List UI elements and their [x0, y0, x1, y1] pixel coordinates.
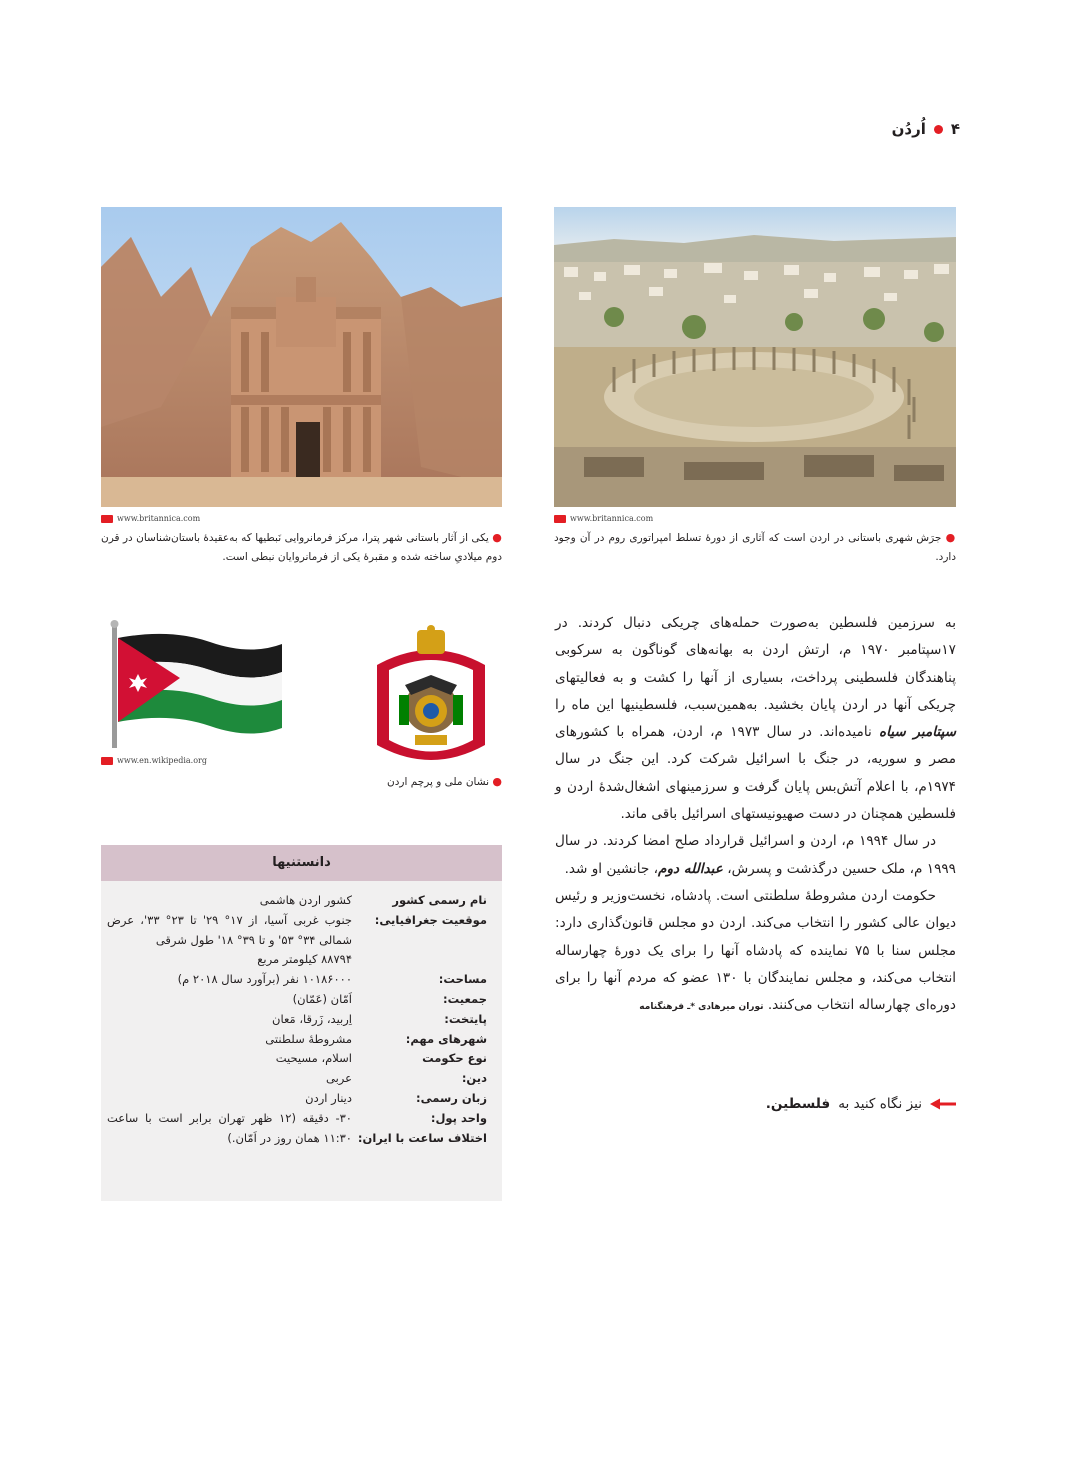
- coat-of-arms-image: [367, 625, 495, 773]
- see-also: نیز نگاه کنید به فلسطین.: [766, 1096, 956, 1112]
- petra-photo: [101, 207, 502, 507]
- fact-value: اِربید، زَرقا، مَعان: [272, 1011, 352, 1026]
- fact-value: ۸۸۷۹۴ کیلومتر مربع: [257, 952, 352, 967]
- facts-title: دانستنیها: [101, 845, 502, 881]
- facts-labels: [357, 891, 487, 1148]
- jerash-photo: [554, 207, 956, 507]
- page-number: ۴: [950, 120, 960, 138]
- fact-label: نام رسمی کشور: [392, 893, 487, 907]
- jerash-caption: ● جرَش شهری باستانی در اردن است که آثاری از دورهٔ تسلط امپراتوری روم در آن وجود دارد.: [554, 531, 956, 563]
- fact-value: عربی: [326, 1071, 352, 1086]
- bullet-icon: ●: [492, 775, 502, 788]
- fact-label: نوع حکومت: [422, 1051, 487, 1066]
- emphasis: سپتامبر سیاه: [878, 724, 957, 741]
- article-body: [555, 610, 956, 1021]
- flag-credit: www.en.wikipedia.org: [101, 756, 207, 765]
- fact-label: مساحت:: [438, 972, 487, 987]
- flag-caption: ● نشان ملی و پرچم اردن: [387, 775, 502, 788]
- fact-value: ۱۰۱۸۶۰۰۰ نفر (برآورد سال ۲۰۱۸ م): [177, 972, 352, 987]
- fact-label: پایتخت:: [444, 1011, 487, 1026]
- paragraph: حکومت اردن مشروطهٔ سلطنتی است. پادشاه، نخست‌وزیر و رئیس دیوان عالی کشور را انتخاب می‌کند. اردن دو مجلس قانون‌گذاری دارد: مجلس سنا با ۷۵ نماینده که پادشاه آنها را برای یک دورهٔ چهارساله انتخاب می‌کند، و مجلس نمایندگان با ۱۳۰ عضو که مردم آنها را برای دوره‌ای چهارساله انتخاب می‌کنند. توران میرهادی *ـ فرهنگنامه: [555, 887, 957, 1014]
- fact-value: کشور اردن هاشمی: [259, 893, 352, 907]
- fact-label: واحد پول:: [430, 1110, 487, 1125]
- camera-icon: [101, 757, 113, 765]
- fact-value: اسلام، مسیحیت: [275, 1051, 352, 1066]
- jordan-flag-image: [110, 620, 285, 750]
- fact-value: اَمّان (عَمّان): [292, 991, 352, 1006]
- fact-label: موقعیت جغرافیایی:: [374, 912, 487, 927]
- page-title: اُردُن: [891, 120, 926, 138]
- see-also-link[interactable]: فلسطین.: [765, 1096, 831, 1112]
- petra-credit: www.britannica.com: [101, 514, 200, 523]
- petra-caption: ● یکی از آثار باستانی شهر پترا، مرکز فرمانروایی نَبطیها که به‌عقیدهٔ باستان‌شناسان در قرن دوم میلادیِ ساخته شده و مقبرهٔ یکی از فرمانروایان نبطی است.: [101, 531, 502, 563]
- bullet-icon: [934, 125, 943, 134]
- page-header: [892, 120, 960, 138]
- paragraph: به سرزمین فلسطین به‌صورت حمله‌های چریکی دنبال کردند. در ۱۷سپتامبر ۱۹۷۰ م، ارتش اردن به بهانه‌های گوناگون به سرکوبی پناهندگان فلسطینی پرداخت، بسیاری از آنها را کشت و به فعالیتهای چریکی آنها در اردن پایان بخشید. به‌همین‌سبب، فلسطینیها این ماه را سپتامبر سیاه نامیده‌اند. در سال ۱۹۷۳ م، اردن، همراه با کشورهای مصر و سوریه، در جنگ با اسرائیل شرکت کرد. این جنگ در سال ۱۹۷۴م، با اعلام آتش‌بس پایان گرفت و سرزمینهای اشغال‌شدهٔ اردن و فلسطین همچنان در دست صهیونیستهای اسرائیل باقی ماند.: [555, 615, 957, 823]
- fact-value: دینار اردن: [305, 1090, 352, 1105]
- fact-label: جمعیت:: [443, 991, 487, 1006]
- facts-box: [101, 845, 502, 1201]
- arrow-left-icon: [930, 1098, 956, 1110]
- fact-value: مشروطهٔ سلطنتی: [265, 1031, 352, 1046]
- camera-icon: [554, 515, 566, 523]
- bullet-icon: ●: [945, 531, 956, 544]
- paragraph: در سال ۱۹۹۴ م، اردن و اسرائیل قرارداد صلح امضا کردند. در سال ۱۹۹۹ م، ملک حسین درگذشت و پسرش، عبدالله دوم، جانشین او شد.: [555, 833, 956, 877]
- jerash-credit: www.britannica.com: [554, 514, 653, 523]
- camera-icon: [101, 515, 113, 523]
- bullet-icon: ●: [492, 531, 502, 544]
- emphasis: عبدالله دوم: [658, 860, 723, 877]
- fact-label: شهرهای مهم:: [405, 1031, 487, 1046]
- author-signature: توران میرهادی *ـ فرهنگنامه: [639, 1002, 764, 1013]
- fact-value: جنوب غربی آسیا، از ۱۷° ۲۹' تا ۲۳° ۳۳'، عرض شمالی ۳۴° ۵۳' و تا ۳۹° ۱۸' طول شرقی: [107, 912, 353, 947]
- fact-label: اختلاف ساعت با ایران:: [357, 1130, 487, 1145]
- fact-value: ۳۰- دقیقه (۱۲ ظهر تهران برابر است با ساعت ۱۱:۳۰ همان روز در اَمّان.): [107, 1110, 352, 1145]
- fact-label: زبان رسمی:: [416, 1090, 487, 1105]
- fact-label: دین:: [461, 1071, 487, 1086]
- facts-values: [107, 891, 352, 1148]
